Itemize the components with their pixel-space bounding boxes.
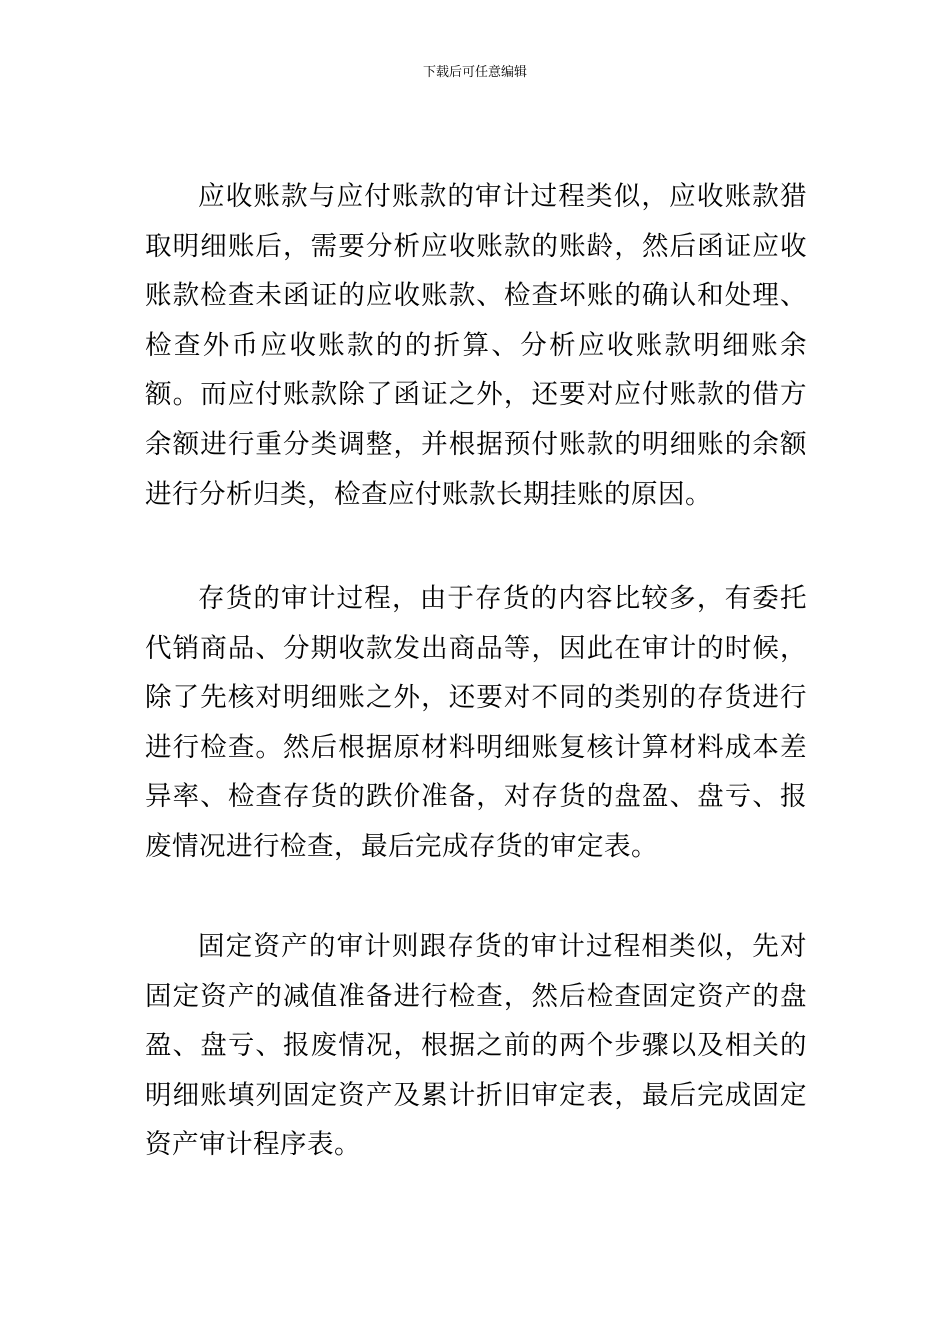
paragraph-fixed-assets: 固定资产的审计则跟存货的审计过程相类似，先对固定资产的减值准备进行检查，然后检查固定资产的盘盈、盘亏、报废情况，根据之前的两个步骤以及相关的明细账填列固定资产及累计折旧审定表，最后完成固定资产审计程序表。 [145, 931, 807, 1161]
paragraph-inventory: 存货的审计过程，由于存货的内容比较多，有委托代销商品、分期收款发出商品等，因此在审计的时候，除了先核对明细账之外，还要对不同的类别的存货进行进行检查。然后根据原材料明细账复核计算材料成本差异率、检查存货的跌价准备，对存货的盘盈、盘亏、报废情况进行检查，最后完成存货的审定表。 [145, 583, 807, 862]
paragraph-receivables-payables: 应收账款与应付账款的审计过程类似，应收账款猎取明细账后，需要分析应收账款的账龄，然后函证应收账款检查未函证的应收账款、检查坏账的确认和处理、检查外币应收账款的的折算、分析应收账款明细账余额。而应付账款除了函证之外，还要对应付账款的借方余额进行重分类调整，并根据预付账款的明细账的余额进行分析归类，检查应付账款长期挂账的原因。 [145, 181, 807, 510]
page-header: 下载后可任意编辑 [422, 65, 527, 80]
